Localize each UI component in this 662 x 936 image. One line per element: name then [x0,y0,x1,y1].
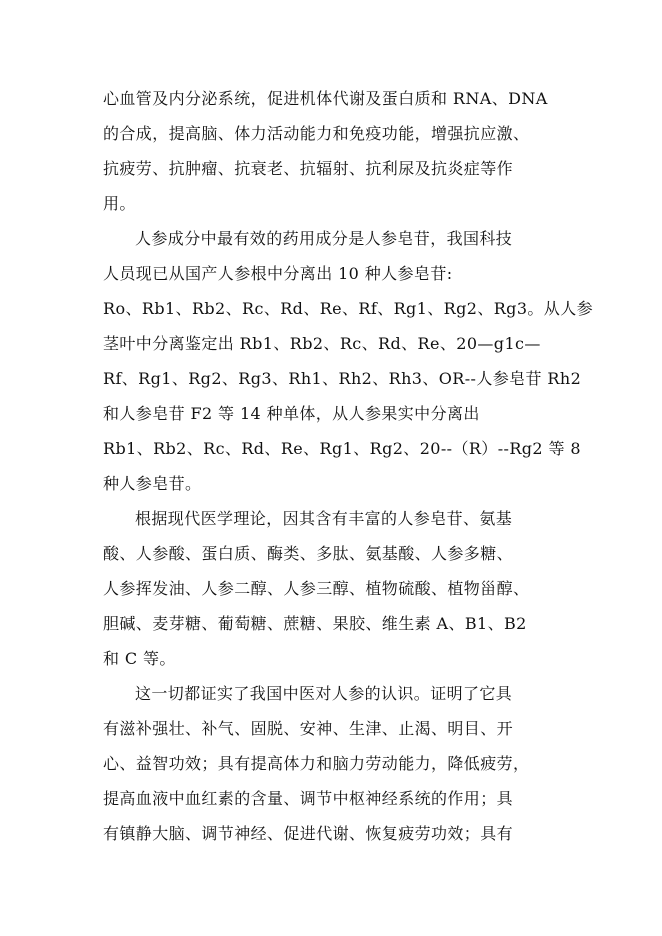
text-line: 提高血液中血红素的含量、调节中枢神经系统的作用；具 [103,789,514,808]
text-line: 心、益智功效；具有提高体力和脑力劳动能力，降低疲劳， [103,754,530,773]
text-line: 的合成，提高脑、体力活动能力和免疫功能，增强抗应激、 [103,124,530,143]
text-line: 心血管及内分泌系统，促进机体代谢及蛋白质和 RNA、DNA [103,89,548,108]
text-line: 茎叶中分离鉴定出 Rb1、Rb2、Rc、Rd、Re、20—g1c— [103,334,541,353]
paragraph-first-line: 人参成分中最有效的药用成分是人参皂苷，我国科技 [135,229,513,248]
text-line: 抗疲劳、抗肿瘤、抗衰老、抗辐射、抗利尿及抗炎症等作 [103,159,514,178]
text-line: Ro、Rb1、Rb2、Rc、Rd、Re、Rf、Rg1、Rg2、Rg3。从人参 [103,299,594,318]
text-line: 胆碱、麦芽糖、葡萄糖、蔗糖、果胶、维生素 A、B1、B2 [103,614,527,633]
text-line: 种人参皂苷。 [103,474,202,493]
text-line: 和 C 等。 [103,649,176,668]
text-line: 酸、人参酸、蛋白质、酶类、多肽、氨基酸、人参多糖、 [103,544,514,563]
text-line: 人参挥发油、人参二醇、人参三醇、植物硫酸、植物甾醇、 [103,579,530,598]
text-line: 有镇静大脑、调节神经、促进代谢、恢复疲劳功效；具有 [103,824,514,843]
paragraph-first-line: 这一切都证实了我国中医对人参的认识。证明了它具 [135,684,513,703]
text-line: 有滋补强壮、补气、固脱、安神、生津、止渴、明目、开 [103,719,514,738]
paragraph-first-line: 根据现代医学理论，因其含有丰富的人参皂苷、氨基 [135,509,513,528]
text-line: 人员现已从国产人参根中分离出 10 种人参皂苷: [103,264,453,283]
text-line: 用。 [103,194,136,213]
text-line: Rb1、Rb2、Rc、Rd、Re、Rg1、Rg2、20--（R）--Rg2 等 8 [103,439,581,458]
text-line: 和人参皂苷 F2 等 14 种单体，从人参果实中分离出 [103,404,480,423]
text-line: Rf、Rg1、Rg2、Rg3、Rh1、Rh2、Rh3、OR--人参皂苷 Rh2 [103,369,582,388]
